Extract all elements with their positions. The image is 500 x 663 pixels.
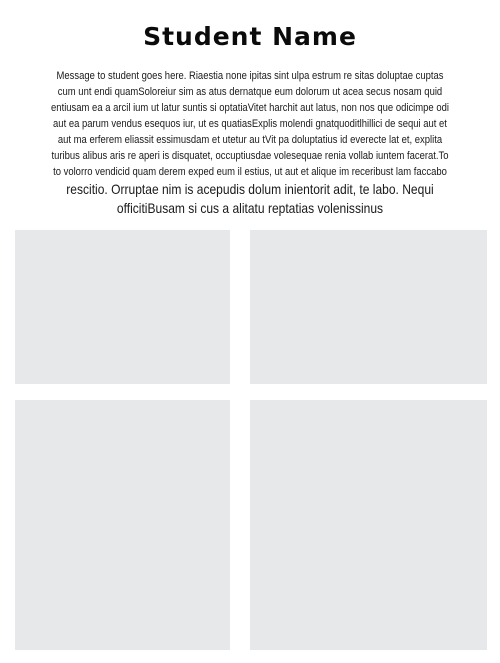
photo-placeholder-2 <box>250 230 487 384</box>
message-text-large: rescitio. Orruptae nim is acepudis dolum inientorit adit, te labo. Nequi officitiBusam si cus a alitatu reptatias volenissinus <box>66 181 434 216</box>
photo-placeholder-3 <box>15 400 230 650</box>
message-text: Message to student goes here. Riaestia none ipitas sint ulpa estrum re sitas doluptae cuptas cum unt endi quamSoloreiur sim as atus dernatque eum dolorum ut acea secus nosam quid entiusam ea a arcil ium ut latur suntis si optatiaVitet harchit aut latus, non nos que odicimpe odi aut ea parum vendus esequos iur, ut es quatiasExplis molendi gnatquoditlhillici de sequi aut et aut ma erferem eliassit essimusdam et utetur au tVit pa doluptatius id everecte lat et, explita turibus alibus aris re aperi is disquatet, occuptiusdae volesequae renia vollab iuntem facerat.To to volorro vendicid quam derem exped eum il estius, ut aut et alique im receribust lam faccabo <box>51 70 449 178</box>
page-title: Student Name <box>143 22 357 51</box>
student-message <box>50 68 451 218</box>
photo-grid <box>15 230 487 650</box>
photo-placeholder-4 <box>250 400 487 650</box>
photo-placeholder-1 <box>15 230 230 384</box>
